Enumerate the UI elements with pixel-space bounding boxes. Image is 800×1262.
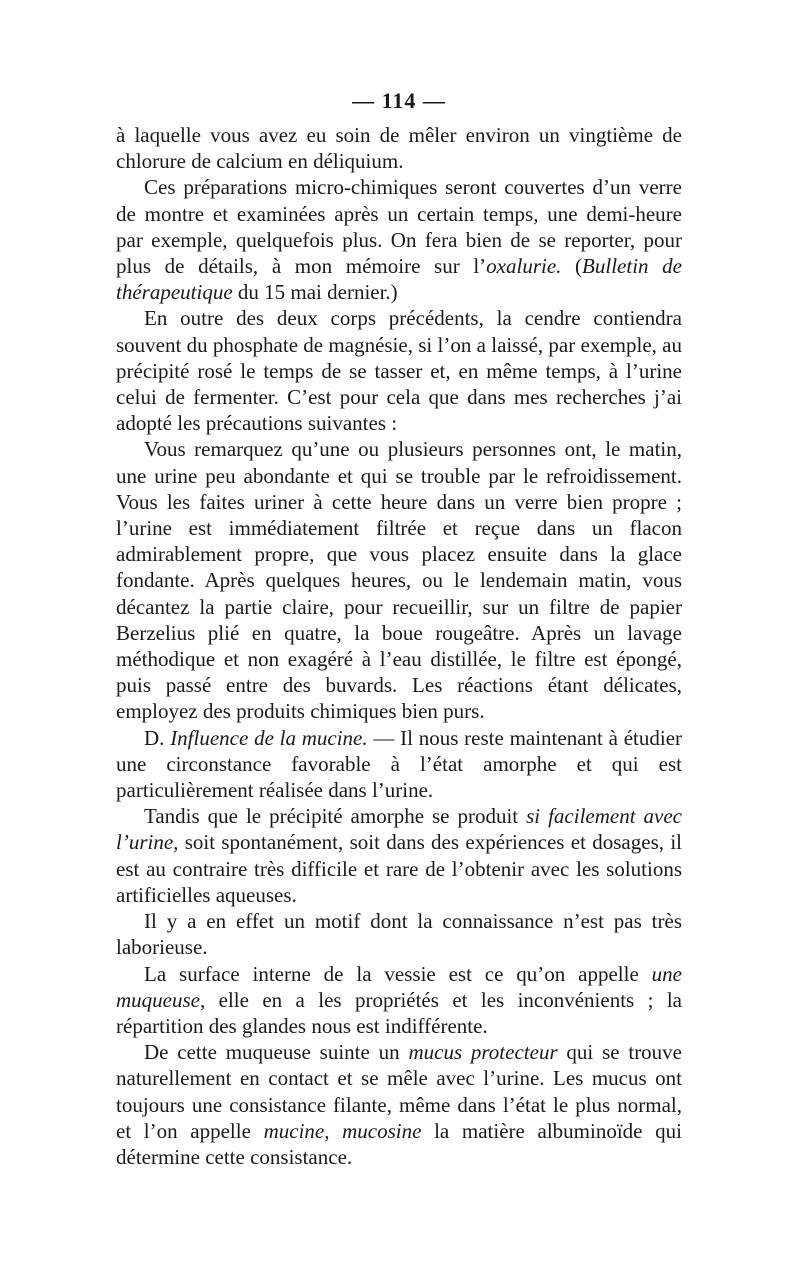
paragraph [116,961,682,1040]
paragraph [116,122,682,174]
italic-text: si facilement avec l’urine, [116,804,683,855]
paragraph-text: De cette muqueuse suinte un [144,1040,409,1065]
page-number-header: — 114 — [352,88,446,113]
italic-text: Influence de la mucine. [170,725,368,750]
paragraph-text: Il y a en effet un motif dont la connaissance n’est pas très laborieuse. [116,909,682,960]
italic-text: mucus protecteur [408,1040,558,1065]
paragraph-text: elle en a les propriétés et les inconvénients ; la répartition des glandes nous est indifférente. [116,987,682,1038]
italic-text: mucine, mucosine [263,1118,422,1143]
paragraph-text: Tandis que le précipité amorphe se produit [144,804,527,829]
italic-text: oxalurie. [486,254,562,279]
paragraph-text: à laquelle vous avez eu soin de mêler environ un vingtième de chlorure de calcium en déliquium. [116,123,682,174]
paragraph [116,725,682,804]
paragraph [116,803,682,908]
paragraph-text: — Il nous reste maintenant à étudier une circonstance favorable à l’état amorphe et qui est particulièrement réalisée dans l’urine. [116,725,683,803]
paragraph-text: la matière albuminoïde qui détermine cette consistance. [116,1118,682,1169]
italic-text: une muqueuse, [116,961,682,1012]
paragraph-text: Vous remarquez qu’une ou plusieurs personnes ont, le matin, une urine peu abondante et qui se trouble par le refroidissement. Vous les faites uriner à cette heure dans un verre bien propre ; l’urine est immédiatement filtrée et reçue dans un flacon admirablement propre, que vous placez ensuite dans la glace fondante. Après quelques heures, ou le lendemain matin, vous décantez la partie claire, pour recueillir, sur un filtre de papier Berzelius plié en quatre, la boue rougeâtre. Après un lavage méthodique et non exagéré à l’eau distillée, le filtre est épongé, puis passé entre des buvards. Les réactions étant délicates, employez des produits chimiques bien purs. [116,437,682,724]
paragraph [116,908,682,960]
paragraph-text: qui se trouve naturellement en contact et se mêle avec l’urine. Les mucus ont toujours une consistance filante, même dans l’état le plus normal, et l’on appelle [116,1040,683,1143]
paragraph-text: ( [561,254,583,279]
paragraph-text: du 15 mai dernier.) [232,280,398,305]
italic-text: Bulletin de thérapeutique [116,254,682,305]
paragraph-text: En outre des deux corps précédents, la cendre contiendra souvent du phosphate de magnésie, si l’on a laissé, par exemple, au précipité rosé le temps de se tasser et, en même temps, à l’urine celui de fermenter. C’est pour cela que dans mes recherches j’ai adopté les précautions suivantes : [116,306,682,436]
paragraph [116,305,682,436]
body-text [116,122,682,1170]
paragraph-text: D. [144,725,171,750]
paragraph-text: Ces préparations micro-chimiques seront couvertes d’un verre de montre et examinées après un certain temps, une demi-heure par exemple, quelquefois plus. On fera bien de se reporter, pour plus de détails, à mon mémoire sur l’ [116,175,682,279]
book-page [116,84,682,1170]
paragraph [116,436,682,724]
paragraph [116,1039,682,1170]
paragraph-text: La surface interne de la vessie est ce qu’on appelle [144,961,652,986]
paragraph-text: soit spontanément, soit dans des expériences et dosages, il est au contraire très difficile et rare de l’obtenir avec les solutions artificielles aqueuses. [116,830,682,907]
paragraph [116,174,682,305]
